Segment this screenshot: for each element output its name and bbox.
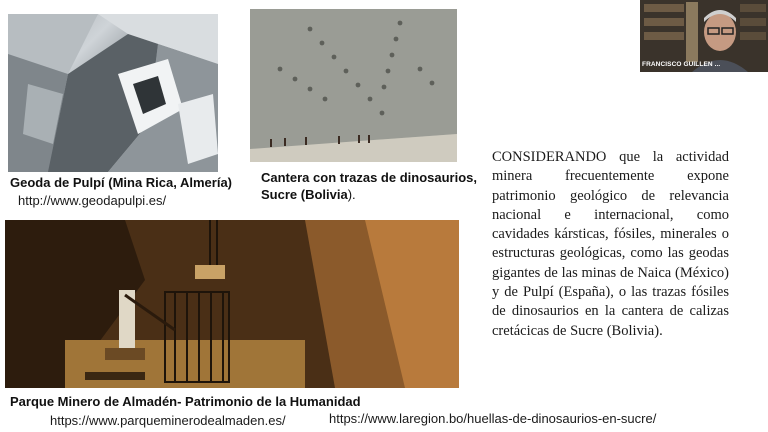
mine-url-link[interactable]: https://www.parqueminerodealmaden.es/: [50, 413, 286, 428]
quarry-caption-place: Sucre (Bolivia: [261, 187, 348, 202]
quarry-url-link[interactable]: https://www.laregion.bo/huellas-de-dinosaurios-en-sucre/: [329, 411, 657, 426]
participant-name-label: FRANCISCO GUILLEN ...: [642, 61, 721, 68]
quarry-caption-line2: [261, 186, 356, 203]
geode-photo: [8, 14, 218, 172]
quarry-photo: [250, 9, 457, 162]
considerando-paragraph: CONSIDERANDO que la actividad minera frecuentemente expone patrimonio geológico de relevancia nacional e internacional, como cavidades kársticas, fósiles, minerales o estructuras geológicas, como las geodas gigantes de las minas de Naica (México) y de Pulpí (España), o las trazas fósiles de dinosaurios en la cantera de calizas cretácicas de Sucre (Bolivia).: [492, 149, 729, 339]
quarry-dinosaur-tracks-illustration: [250, 9, 457, 162]
quarry-caption-suffix: ).: [347, 187, 356, 202]
geode-crystal-illustration: [8, 14, 218, 172]
mine-photo: [5, 220, 459, 388]
geode-caption: Geoda de Pulpí (Mina Rica, Almería): [10, 175, 233, 190]
mine-interior-illustration: [5, 220, 459, 388]
geode-url-link[interactable]: http://www.geodapulpi.es/: [18, 193, 167, 208]
mine-caption: Parque Minero de Almadén- Patrimonio de la Humanidad: [10, 394, 361, 409]
quarry-caption-line1: Cantera con trazas de dinosaurios,: [261, 170, 478, 185]
